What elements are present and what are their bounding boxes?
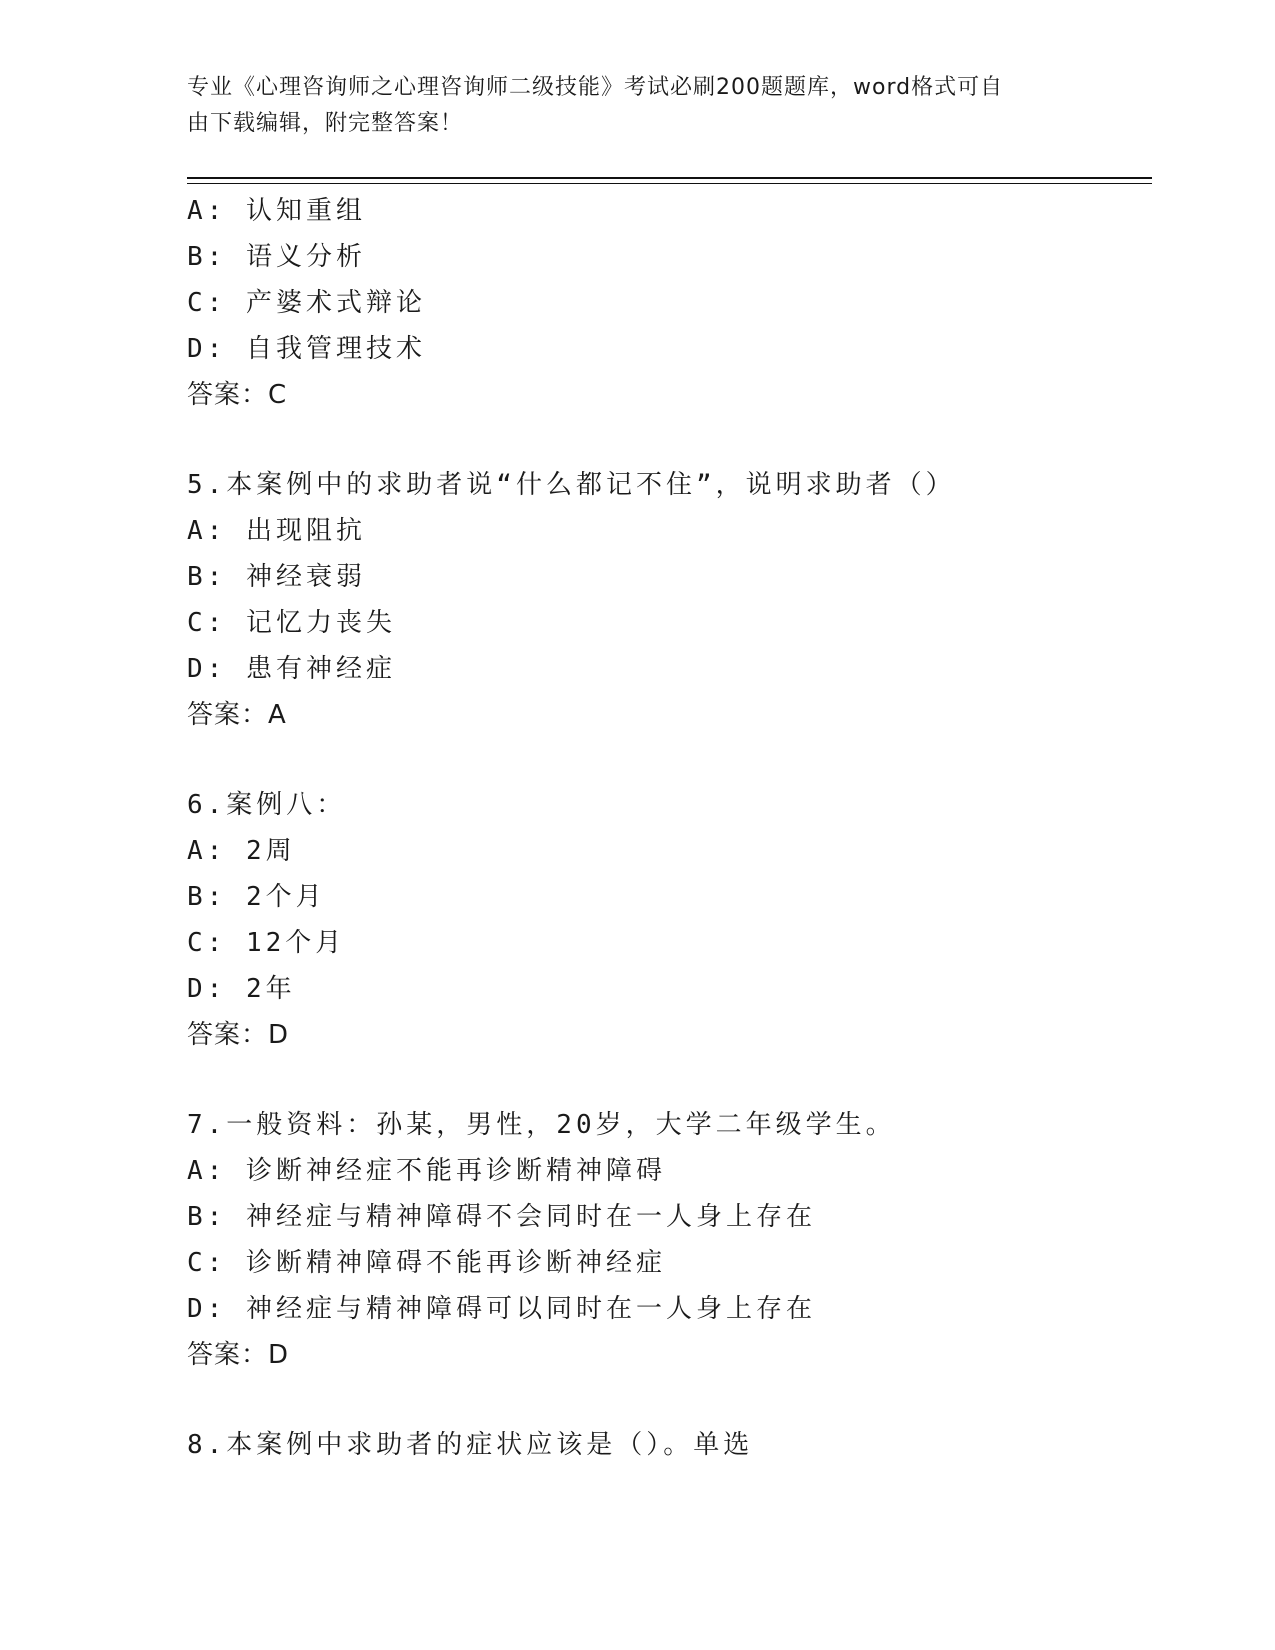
block-spacer — [187, 1378, 1152, 1422]
block-spacer — [187, 1058, 1152, 1102]
option-c: C: 诊断精神障碍不能再诊断神经症 — [187, 1248, 666, 1278]
answer-line: 答案：C — [187, 380, 288, 410]
header-line-1: 专业《心理咨询师之心理咨询师二级技能》考试必刷200题题库，word格式可自 — [187, 75, 1004, 100]
question-text: 7.一般资料：孙某，男性，20岁，大学二年级学生。 — [187, 1110, 896, 1140]
option-b: B: 神经衰弱 — [187, 562, 366, 592]
answer-line: 答案：A — [187, 700, 287, 730]
answer-line: 答案：D — [187, 1340, 290, 1370]
question-block — [187, 782, 1152, 1058]
header-divider-thick — [187, 177, 1152, 179]
question-block — [187, 462, 1152, 738]
block-spacer — [187, 418, 1152, 462]
option-d: D: 2年 — [187, 974, 296, 1004]
option-a: A: 诊断神经症不能再诊断精神障碍 — [187, 1156, 666, 1186]
option-b: B: 神经症与精神障碍不会同时在一人身上存在 — [187, 1202, 816, 1232]
question-list — [187, 188, 1152, 1468]
option-c: C: 12个月 — [187, 928, 346, 958]
answer-line: 答案：D — [187, 1020, 290, 1050]
question-block — [187, 188, 1152, 418]
header-divider-thin — [187, 183, 1152, 184]
document-header — [187, 70, 1067, 142]
option-a: A: 出现阻抗 — [187, 516, 366, 546]
question-text: 6.案例八： — [187, 790, 347, 820]
option-d: D: 患有神经症 — [187, 654, 396, 684]
option-c: C: 记忆力丧失 — [187, 608, 396, 638]
question-block — [187, 1422, 1152, 1468]
option-d: D: 神经症与精神障碍可以同时在一人身上存在 — [187, 1294, 816, 1324]
question-text: 8.本案例中求助者的症状应该是（）。单选 — [187, 1430, 754, 1460]
question-block — [187, 1102, 1152, 1378]
block-spacer — [187, 738, 1152, 782]
question-text: 5.本案例中的求助者说“什么都记不住”，说明求助者（） — [187, 470, 956, 500]
option-b: B: 语义分析 — [187, 242, 366, 272]
option-a: A: 2周 — [187, 836, 296, 866]
option-a: A: 认知重组 — [187, 196, 366, 226]
option-c: C: 产婆术式辩论 — [187, 288, 426, 318]
option-b: B: 2个月 — [187, 882, 326, 912]
option-d: D: 自我管理技术 — [187, 334, 426, 364]
header-line-2: 由下载编辑，附完整答案！ — [187, 111, 464, 136]
